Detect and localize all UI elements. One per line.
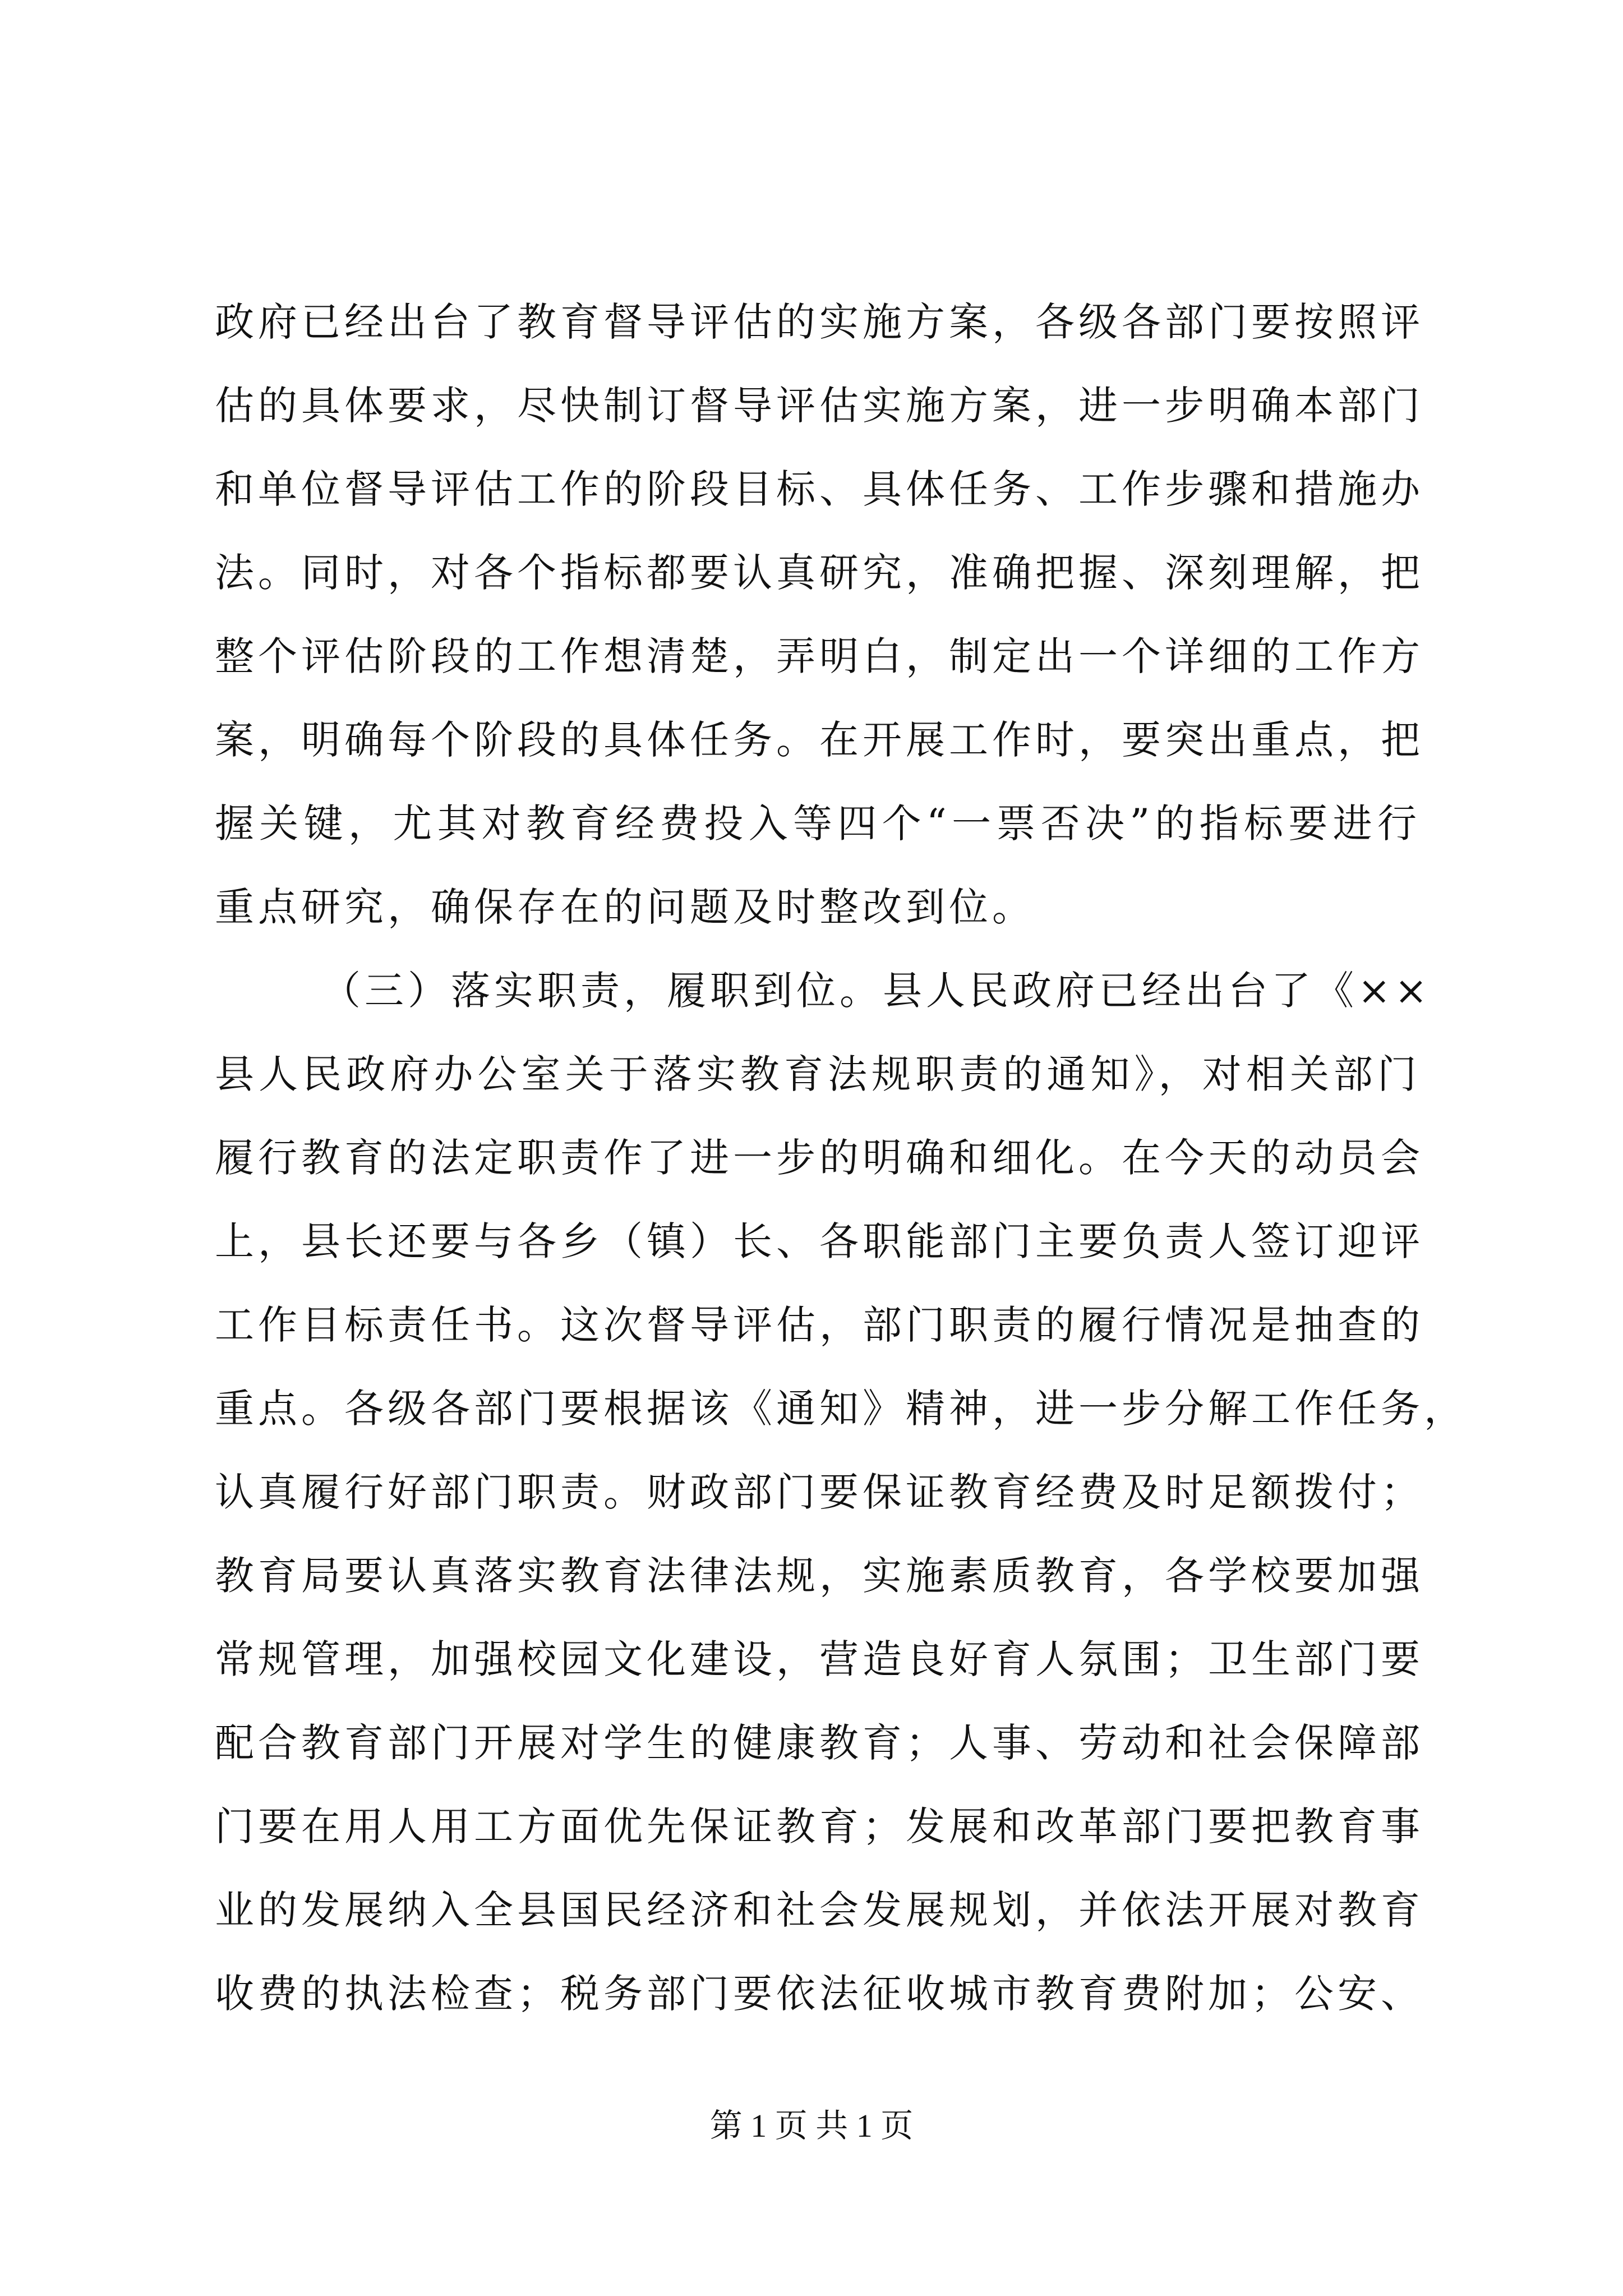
text-line: 常规管理，加强校园文化建设，营造良好育人氛围；卫生部门要 [215, 1636, 1424, 1682]
text-line: 配合教育部门开展对学生的健康教育；人事、劳动和社会保障部 [215, 1720, 1424, 1766]
text-line: 政府已经出台了教育督导评估的实施方案，各级各部门要按照评 [215, 299, 1424, 345]
text-line: （三）落实职责，履职到位。县人民政府已经出台了《×× [321, 968, 1432, 1014]
page-footer: 第 1 页 共 1 页 [709, 2108, 914, 2144]
text-line: 业的发展纳入全县国民经济和社会发展规划，并依法开展对教育 [215, 1887, 1424, 1933]
text-line: 门要在用人用工方面优先保证教育；发展和改革部门要把教育事 [215, 1803, 1424, 1849]
text-line: 收费的执法检查；税务部门要依法征收城市教育费附加；公安、 [215, 1971, 1424, 2017]
text-line: 履行教育的法定职责作了进一步的明确和细化。在今天的动员会 [215, 1135, 1424, 1181]
text-line: 法。同时，对各个指标都要认真研究，准确把握、深刻理解，把 [215, 550, 1424, 596]
paragraph-1 [215, 280, 1424, 949]
text-line: 工作目标责任书。这次督导评估，部门职责的履行情况是抽查的 [215, 1302, 1424, 1348]
document-body [215, 280, 1467, 2036]
text-line: 上，县长还要与各乡（镇）长、各职能部门主要负责人签订迎评 [215, 1218, 1424, 1264]
paragraph-2 [215, 949, 1467, 2036]
text-line: 县人民政府办公室关于落实教育法规职责的通知》，对相关部门 [215, 1051, 1421, 1097]
text-line: 案，明确每个阶段的具体任务。在开展工作时，要突出重点，把 [215, 717, 1424, 763]
text-line: 整个评估阶段的工作想清楚，弄明白，制定出一个详细的工作方 [215, 633, 1424, 679]
text-line: 教育局要认真落实教育法律法规，实施素质教育，各学校要加强 [215, 1553, 1424, 1599]
text-line: 认真履行好部门职责。财政部门要保证教育经费及时足额拨付； [215, 1469, 1424, 1515]
text-line: 握关键，尤其对教育经费投入等四个“一票否决”的指标要进行 [215, 800, 1421, 846]
text-line: 重点。各级各部门要根据该《通知》精神，进一步分解工作任务， [215, 1386, 1467, 1432]
text-line: 估的具体要求，尽快制订督导评估实施方案，进一步明确本部门 [215, 383, 1424, 429]
text-line: 重点研究，确保存在的问题及时整改到位。 [215, 884, 1035, 930]
text-line: 和单位督导评估工作的阶段目标、具体任务、工作步骤和措施办 [215, 466, 1424, 512]
